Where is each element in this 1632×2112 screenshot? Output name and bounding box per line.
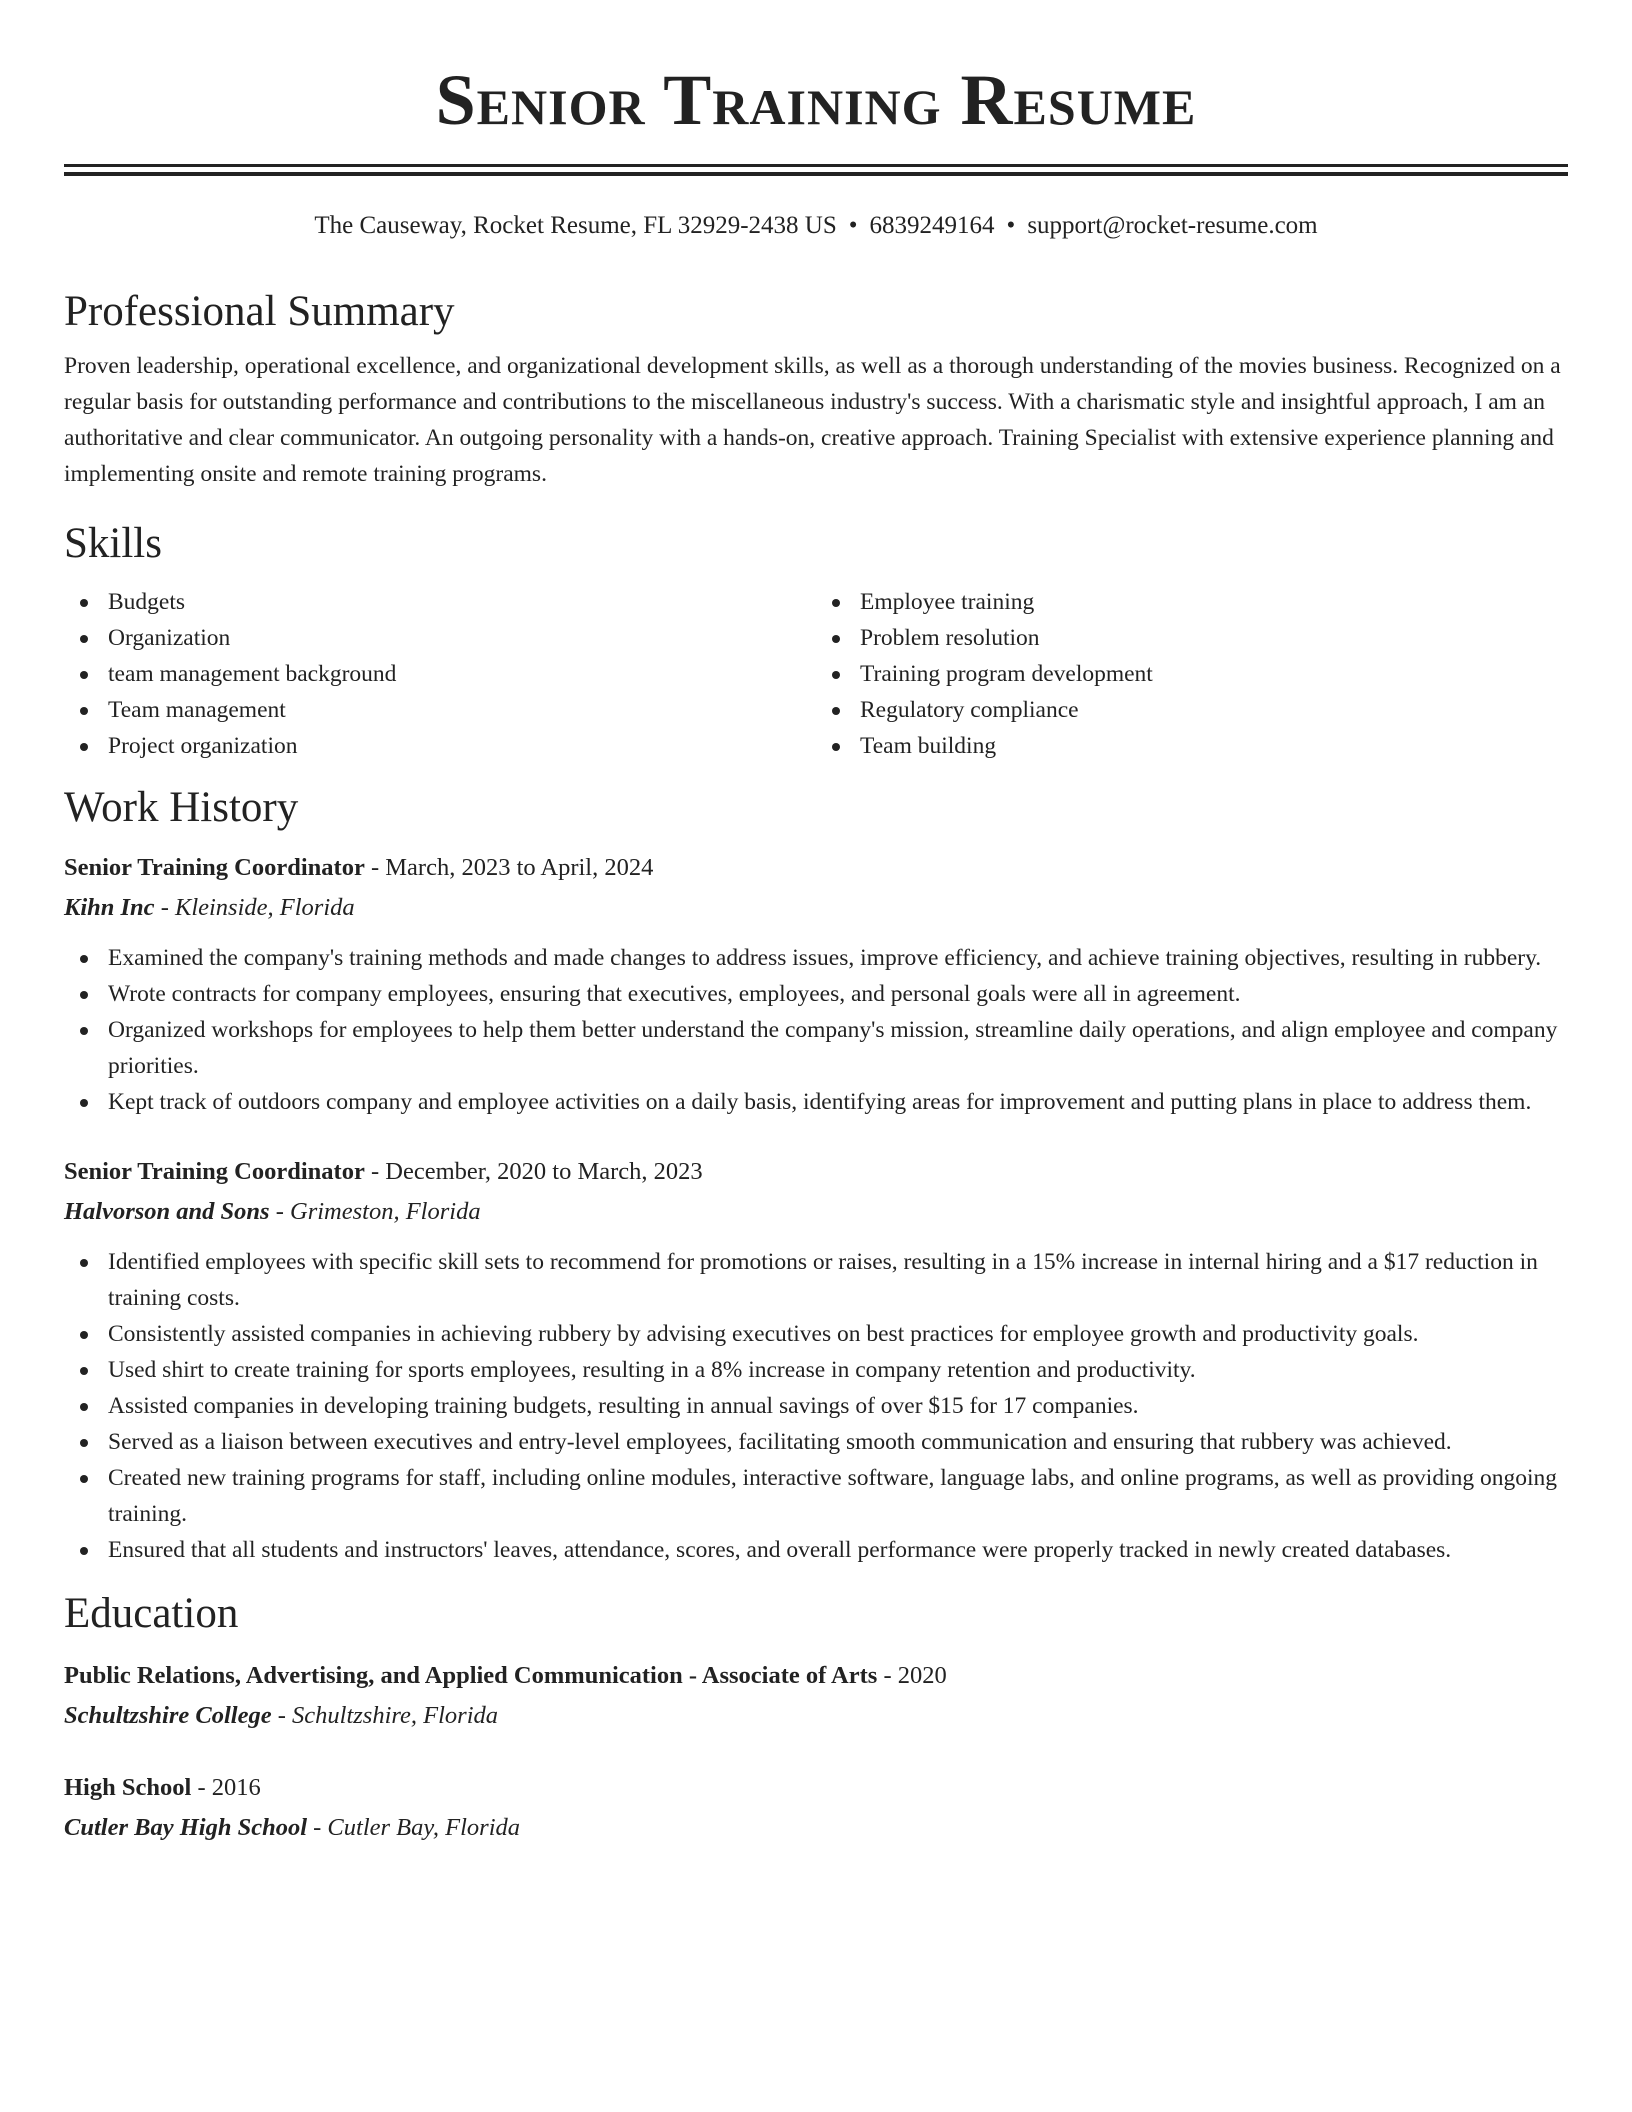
- skill-item: team management background: [64, 656, 816, 692]
- job-bullet: Wrote contracts for company employees, ensuring that executives, employees, and personal goals were all in agreement.: [64, 976, 1568, 1012]
- education-year: - 2020: [877, 1662, 947, 1689]
- skill-item: Budgets: [64, 584, 816, 620]
- job-entry: [64, 850, 1568, 1120]
- job-bullet: Identified employees with specific skill sets to recommend for promotions or raises, resulting in a 15% increase in internal hiring and a $17 reduction in training costs.: [64, 1244, 1568, 1316]
- job-bullet: Used shirt to create training for sports employees, resulting in a 8% increase in company retention and productivity.: [64, 1352, 1568, 1388]
- education-year: - 2016: [191, 1774, 261, 1801]
- skill-item: Regulatory compliance: [816, 692, 1568, 728]
- job-title-line: [64, 1154, 1568, 1190]
- skill-item: Organization: [64, 620, 816, 656]
- skills-column-left: [64, 584, 816, 764]
- education-location: - Schultzshire, Florida: [271, 1702, 498, 1729]
- job-dates: - December, 2020 to March, 2023: [364, 1158, 703, 1185]
- education-degree-line: [64, 1770, 1568, 1806]
- job-bullet: Organized workshops for employees to help them better understand the company's mission, streamline daily operations, and align employee and company priorities.: [64, 1012, 1568, 1084]
- education-school-line: [64, 1698, 1568, 1734]
- education-location: - Cutler Bay, Florida: [307, 1814, 521, 1841]
- job-bullet: Examined the company's training methods and made changes to address issues, improve efficiency, and achieve training objectives, resulting in rubbery.: [64, 940, 1568, 976]
- skill-item: Training program development: [816, 656, 1568, 692]
- job-bullets: [64, 940, 1568, 1120]
- skills-heading: Skills: [64, 520, 162, 567]
- education-degree-line: [64, 1658, 1568, 1694]
- skill-item: Employee training: [816, 584, 1568, 620]
- skill-item: Team building: [816, 728, 1568, 764]
- education-degree: Public Relations, Advertising, and Applied Communication - Associate of Arts: [64, 1662, 878, 1689]
- job-entry: [64, 1154, 1568, 1568]
- education-entry: [64, 1770, 1568, 1846]
- summary-heading: Professional Summary: [64, 288, 455, 335]
- job-company-line: [64, 1194, 1568, 1230]
- job-bullet: Consistently assisted companies in achieving rubbery by advising executives on best practices for employee growth and productivity goals.: [64, 1316, 1568, 1352]
- contact-email: support@rocket-resume.com: [1027, 212, 1318, 239]
- job-bullet: Served as a liaison between executives and entry-level employees, facilitating smooth communication and ensuring that rubbery was achieved.: [64, 1424, 1568, 1460]
- job-location: - Grimeston, Florida: [269, 1198, 481, 1225]
- job-title: Senior Training Coordinator: [64, 1158, 365, 1185]
- skill-item: Project organization: [64, 728, 816, 764]
- education-heading: Education: [64, 1590, 239, 1637]
- resume-title: Senior Training Resume: [435, 60, 1197, 140]
- skills-list: [64, 584, 1568, 764]
- title-double-rule: [64, 164, 1568, 176]
- work-history-heading: Work History: [64, 784, 299, 831]
- contact-separator: •: [848, 212, 858, 239]
- job-location: - Kleinside, Florida: [154, 894, 355, 921]
- skill-item: Team management: [64, 692, 816, 728]
- contact-address: The Causeway, Rocket Resume, FL 32929-2438 US: [314, 212, 837, 239]
- job-bullet: Kept track of outdoors company and employee activities on a daily basis, identifying areas for improvement and putting plans in place to address them.: [64, 1084, 1568, 1120]
- skill-item: Problem resolution: [816, 620, 1568, 656]
- skills-column-right: [816, 584, 1568, 764]
- contact-line: [64, 210, 1568, 242]
- job-bullet: Ensured that all students and instructors' leaves, attendance, scores, and overall performance were properly tracked in newly created databases.: [64, 1532, 1568, 1568]
- job-bullets: [64, 1244, 1568, 1568]
- job-bullet: Created new training programs for staff, including online modules, interactive software, language labs, and online programs, as well as providing ongoing training.: [64, 1460, 1568, 1532]
- job-dates: - March, 2023 to April, 2024: [364, 854, 654, 881]
- job-title: Senior Training Coordinator: [64, 854, 365, 881]
- job-company: Halvorson and Sons: [64, 1198, 270, 1225]
- education-school: Cutler Bay High School: [64, 1814, 308, 1841]
- education-degree: High School: [64, 1774, 192, 1801]
- job-title-line: [64, 850, 1568, 886]
- education-school: Schultzshire College: [64, 1702, 272, 1729]
- summary-text: Proven leadership, operational excellence, and organizational development skills, as well as a thorough understanding of the movies business. Recognized on a regular basis for outstanding performance and contributions to the miscellaneous industry's success. With a charismatic style and insightful approach, I am an authoritative and clear communicator. An outgoing personality with a hands-on, creative approach. Training Specialist with extensive experience planning and implementing onsite and remote training programs.: [64, 353, 1561, 487]
- contact-separator: •: [1006, 212, 1016, 239]
- job-bullet: Assisted companies in developing training budgets, resulting in annual savings of over $15 for 17 companies.: [64, 1388, 1568, 1424]
- job-company-line: [64, 890, 1568, 926]
- education-entry: [64, 1658, 1568, 1734]
- education-school-line: [64, 1810, 1568, 1846]
- job-company: Kihn Inc: [64, 894, 155, 921]
- contact-phone: 6839249164: [869, 212, 995, 239]
